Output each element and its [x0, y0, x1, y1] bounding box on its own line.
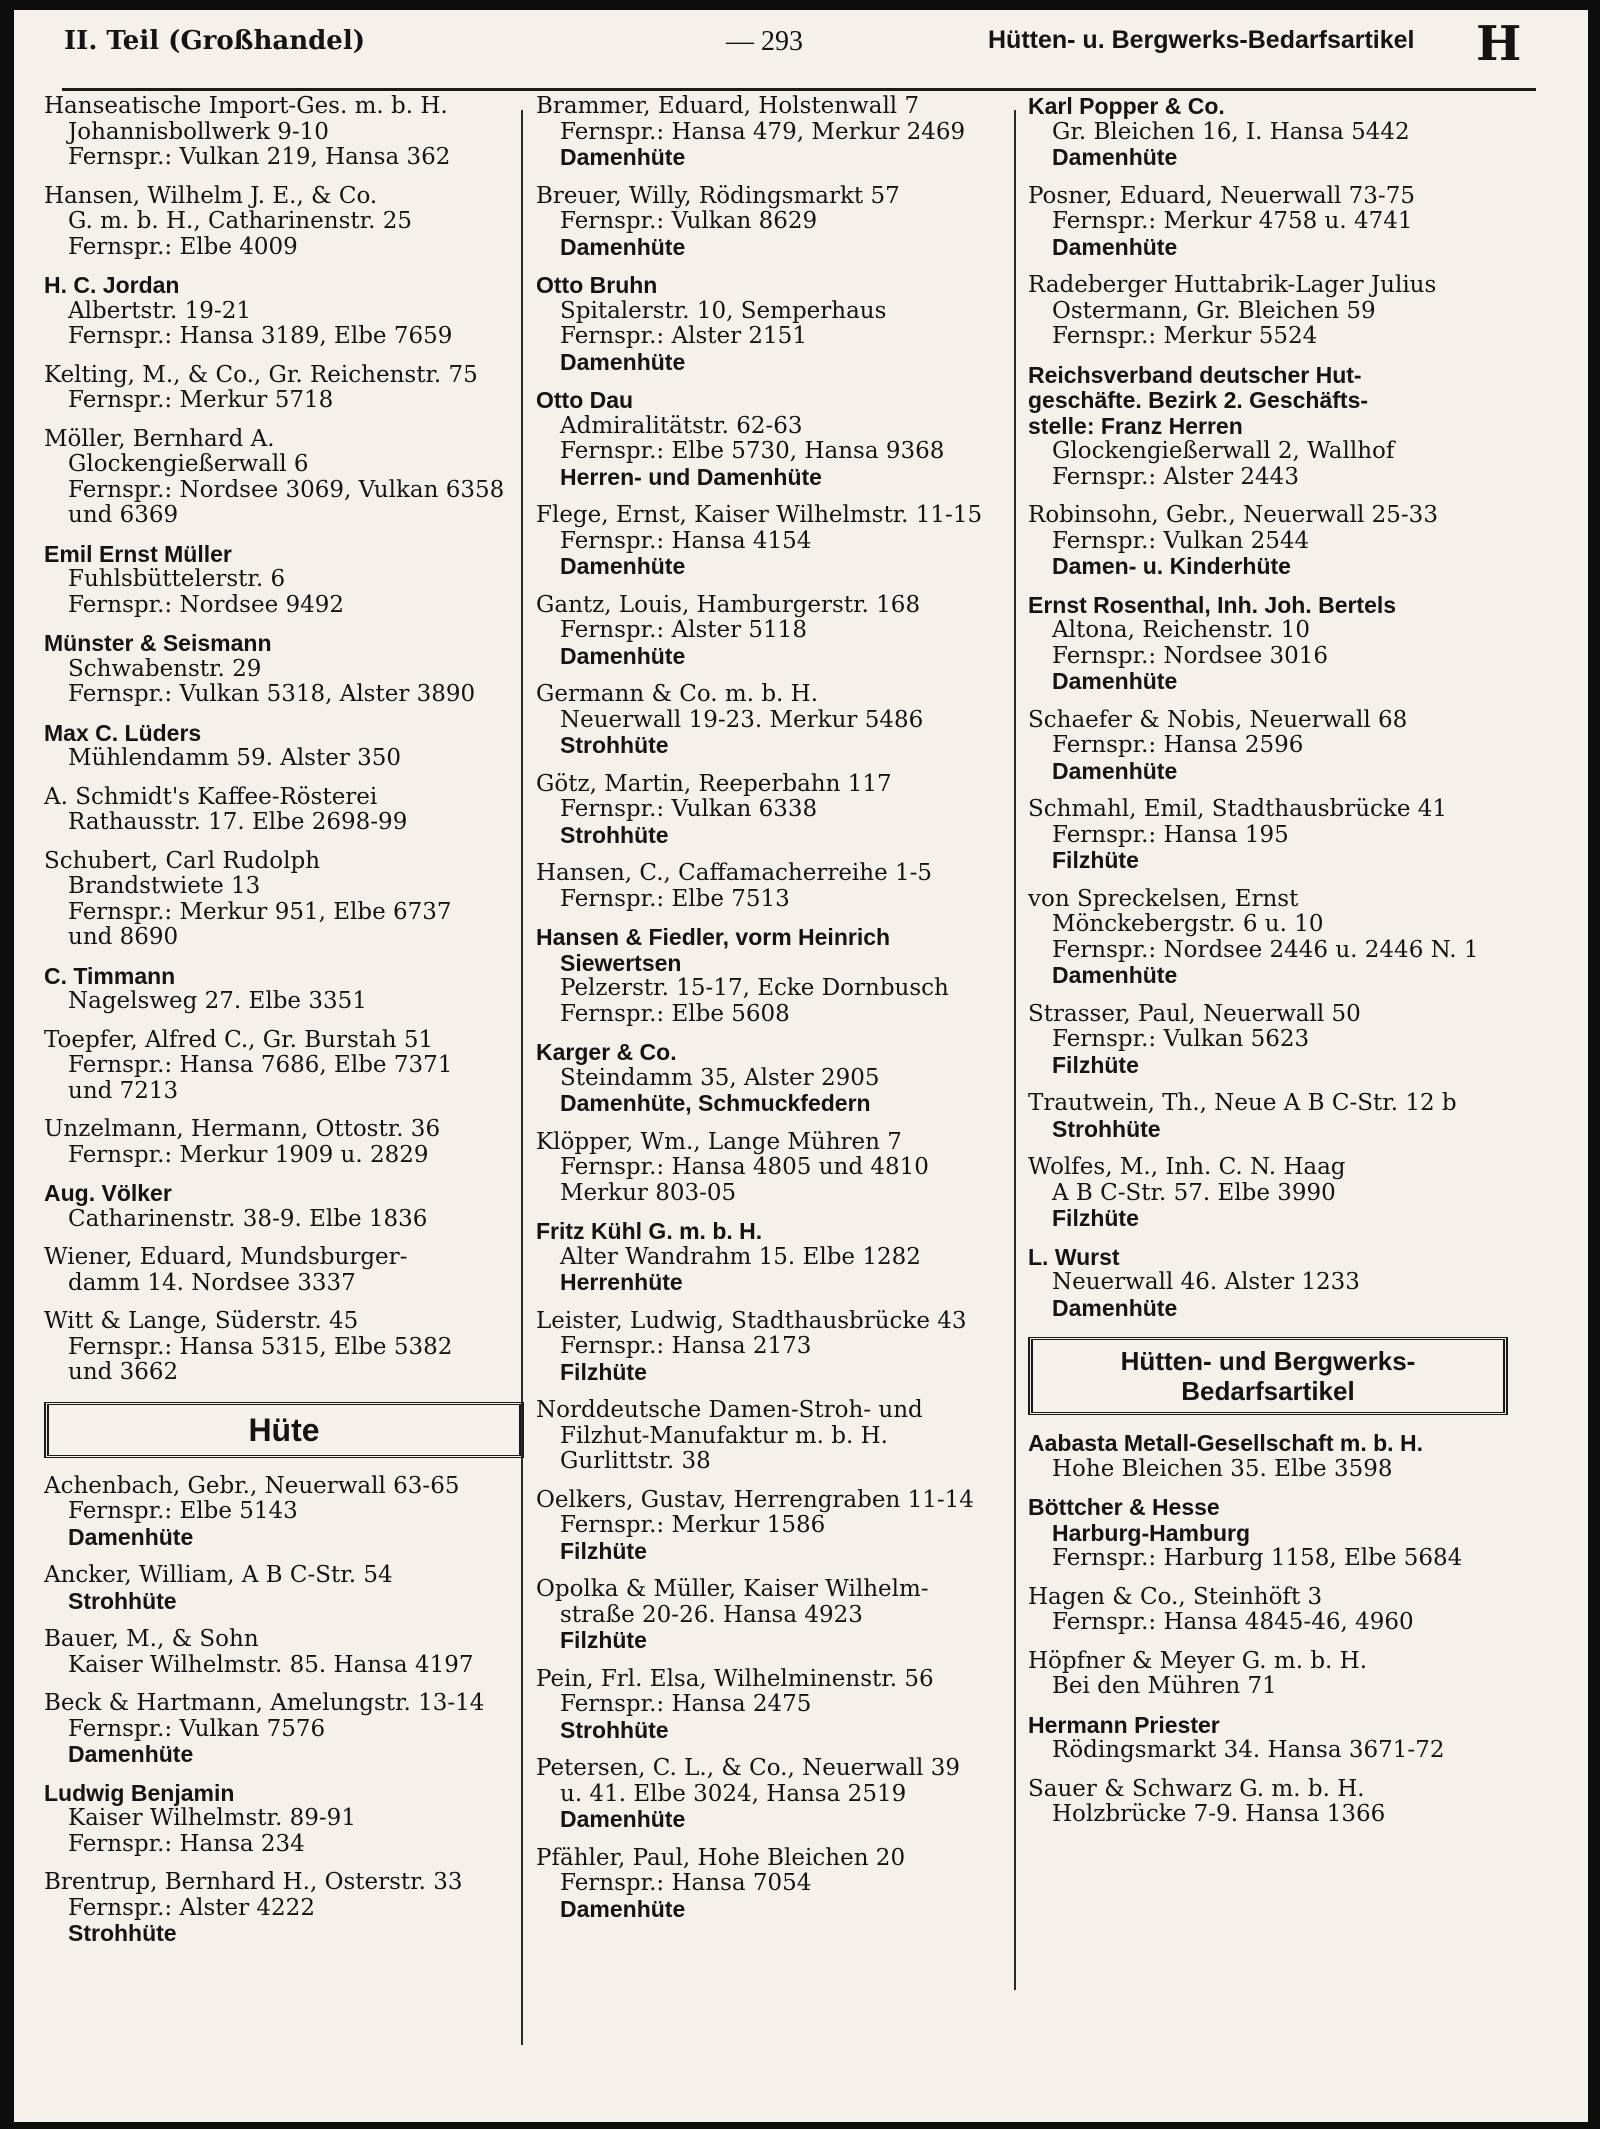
entry-detail: Filzhut-Manufaktur m. b. H.	[560, 1423, 888, 1449]
column-3	[1028, 94, 1508, 1841]
directory-entry	[536, 1219, 1016, 1296]
entry-name: Brentrup, Bernhard H., Osterstr. 33	[44, 1870, 463, 1895]
entry-category: Filzhüte	[560, 1628, 647, 1653]
entry-detail: und 6369	[68, 503, 179, 528]
entry-detail: Fernspr.: Merkur 4758 u. 4741	[1052, 209, 1413, 234]
entry-category: Filzhüte	[1052, 848, 1139, 873]
entry-detail: Fernspr.: Hansa 3189, Elbe 7659	[68, 324, 453, 349]
entry-category: Strohhüte	[68, 1588, 177, 1614]
entry-category: Herren- und Damenhüte	[560, 464, 822, 490]
entry-detail: Fernspr.: Hansa 4805 und 4810	[560, 1155, 929, 1180]
directory-entry	[44, 849, 524, 951]
directory-entry	[44, 184, 524, 261]
entry-name: von Spreckelsen, Ernst	[1028, 886, 1299, 912]
entry-name: Flege, Ernst, Kaiser Wilhelmstr. 11-15	[536, 503, 983, 528]
entry-detail: Mönckebergstr. 6 u. 10	[1052, 912, 1324, 937]
entry-name: Aabasta Metall-Gesellschaft m. b. H.	[1028, 1431, 1423, 1456]
entry-detail: Merkur 803-05	[560, 1180, 737, 1206]
directory-entry	[536, 1756, 1016, 1833]
entry-detail: Gr. Bleichen 16, I. Hansa 5442	[1052, 119, 1410, 145]
entry-category: Damenhüte	[68, 1742, 194, 1767]
directory-entry	[536, 273, 1016, 375]
directory-entry	[1028, 184, 1508, 261]
entry-detail: Fernspr.: Hansa 5315, Elbe 5382	[68, 1334, 453, 1360]
entry-name: Hansen, Wilhelm J. E., & Co.	[44, 183, 378, 209]
entry-detail: Fernspr.: Harburg 1158, Elbe 5684	[1052, 1546, 1463, 1571]
entry-name: Hagen & Co., Steinhöft 3	[1028, 1584, 1323, 1610]
directory-entry	[44, 1627, 524, 1678]
entry-name: Posner, Eduard, Neuerwall 73-75	[1028, 183, 1415, 209]
directory-entry	[1028, 1777, 1508, 1828]
entry-name: Reichsverband deutscher Hut-	[1028, 362, 1362, 388]
entry-detail: Neuerwall 19-23. Merkur 5486	[560, 707, 924, 733]
entry-detail: Fernspr.: Vulkan 7576	[68, 1716, 326, 1742]
entry-detail: und 3662	[68, 1360, 179, 1385]
entry-name: geschäfte. Bezirk 2. Geschäfts-	[1028, 388, 1369, 413]
entry-name: Hermann Priester	[1028, 1712, 1220, 1738]
entry-detail: Fernspr.: Elbe 5730, Hansa 9368	[560, 439, 945, 464]
entry-category: Siewertsen	[560, 950, 682, 976]
entry-name: Götz, Martin, Reeperbahn 117	[536, 771, 892, 797]
entry-detail: Brandstwiete 13	[68, 874, 261, 899]
directory-entry	[536, 1667, 1016, 1744]
entry-category: Damenhüte	[1052, 758, 1178, 784]
entry-name: Norddeutsche Damen-Stroh- und	[536, 1398, 923, 1423]
entry-name: Ernst Rosenthal, Inh. Joh. Bertels	[1028, 592, 1397, 618]
directory-entry	[536, 388, 1016, 490]
entry-detail: Fernspr.: Hansa 4845-46, 4960	[1052, 1610, 1414, 1635]
directory-entry	[44, 1117, 524, 1168]
entry-detail: Fernspr.: Vulkan 5623	[1052, 1027, 1310, 1052]
directory-entry	[44, 1181, 524, 1232]
entry-detail: Fernspr.: Vulkan 219, Hansa 362	[68, 145, 451, 170]
entry-detail: Fernspr.: Elbe 5608	[560, 1001, 790, 1027]
entry-name: Germann & Co. m. b. H.	[536, 682, 819, 707]
entry-detail: Fernspr.: Nordsee 3069, Vulkan 6358	[68, 477, 505, 503]
entry-name: Pein, Frl. Elsa, Wilhelminenstr. 56	[536, 1666, 934, 1692]
entry-category: Filzhüte	[1052, 1206, 1139, 1231]
directory-entry	[1028, 1649, 1508, 1700]
entry-detail: Fernspr.: Merkur 951, Elbe 6737	[68, 899, 452, 925]
entry-detail: Fernspr.: Hansa 7054	[560, 1871, 812, 1896]
directory-entry	[1028, 1585, 1508, 1636]
entry-detail: Fernspr.: Vulkan 5318, Alster 3890	[68, 682, 476, 707]
entry-name: A. Schmidt's Kaffee-Rösterei	[44, 784, 378, 810]
index-letter: H	[1476, 16, 1522, 72]
directory-page	[14, 10, 1588, 2122]
entry-detail: Fernspr.: Elbe 5143	[68, 1499, 298, 1524]
entry-name: Münster & Seismann	[44, 631, 272, 656]
entry-name: Witt & Lange, Süderstr. 45	[44, 1309, 359, 1334]
entry-category: Filzhüte	[560, 1538, 647, 1564]
entry-category: Damenhüte	[560, 349, 686, 375]
entry-category: Harburg-Hamburg	[1052, 1520, 1251, 1546]
entry-detail: Fernspr.: Alster 4222	[68, 1895, 315, 1921]
entry-name: Toepfer, Alfred C., Gr. Burstah 51	[44, 1027, 434, 1053]
directory-entry	[1028, 363, 1508, 491]
entry-detail: Fernspr.: Nordsee 2446 u. 2446 N. 1	[1052, 937, 1479, 963]
entry-category: Damenhüte, Schmuckfedern	[560, 1091, 871, 1116]
directory-entry	[536, 593, 1016, 670]
directory-entry	[44, 631, 524, 708]
entry-name: Hansen, C., Caffamacherreihe 1-5	[536, 861, 933, 886]
entry-name: Otto Bruhn	[536, 273, 658, 298]
directory-entry	[44, 1245, 524, 1296]
directory-entry	[1028, 708, 1508, 785]
entry-name: Beck & Hartmann, Amelungstr. 13-14	[44, 1691, 485, 1716]
directory-entry	[1028, 1002, 1508, 1079]
entry-name: Aug. Völker	[44, 1181, 172, 1206]
directory-entry	[1028, 94, 1508, 171]
entry-detail: Bei den Mühren 71	[1052, 1674, 1277, 1699]
entry-detail: Fernspr.: Alster 2151	[560, 324, 807, 349]
directory-entry	[44, 1028, 524, 1105]
part-title: II. Teil (Großhandel)	[64, 26, 365, 56]
section-heading-line: Bedarfsartikel	[1181, 1376, 1355, 1406]
entry-name: Ludwig Benjamin	[44, 1780, 235, 1806]
entry-name: Leister, Ludwig, Stadthausbrücke 43	[536, 1308, 967, 1334]
directory-entry	[1028, 797, 1508, 874]
entry-name: Schmahl, Emil, Stadthausbrücke 41	[1028, 797, 1448, 822]
header-rule	[62, 88, 1536, 91]
directory-entry	[44, 1870, 524, 1947]
entry-name: Ancker, William, A B C-Str. 54	[44, 1563, 393, 1588]
entry-category: Damenhüte	[560, 554, 686, 579]
entry-name: Klöpper, Wm., Lange Mühren 7	[536, 1129, 902, 1155]
directory-entry	[1028, 1713, 1508, 1764]
directory-entry	[536, 1398, 1016, 1475]
entry-detail: Fernspr.: Alster 5118	[560, 618, 807, 643]
entry-detail: Fernspr.: Hansa 2173	[560, 1334, 812, 1359]
directory-entry	[44, 1781, 524, 1858]
directory-entry	[1028, 273, 1508, 350]
entry-detail: Holzbrücke 7-9. Hansa 1366	[1052, 1802, 1386, 1827]
entry-name: Max C. Lüders	[44, 720, 202, 746]
directory-entry	[44, 1563, 524, 1614]
directory-entry	[44, 964, 524, 1015]
entry-name: Schubert, Carl Rudolph	[44, 848, 321, 874]
directory-entry	[536, 1309, 1016, 1386]
directory-entry	[536, 1040, 1016, 1117]
directory-entry	[536, 1130, 1016, 1207]
directory-entry	[44, 94, 524, 171]
directory-entry	[1028, 1431, 1508, 1482]
entry-detail: Fernspr.: Merkur 5524	[1052, 324, 1318, 349]
entry-name: Sauer & Schwarz G. m. b. H.	[1028, 1776, 1365, 1802]
entry-name: Unzelmann, Hermann, Ottostr. 36	[44, 1117, 441, 1142]
entry-detail: Spitalerstr. 10, Semperhaus	[560, 298, 887, 324]
entry-detail: Gurlittstr. 38	[560, 1449, 711, 1474]
entry-detail: Mühlendamm 59. Alster 350	[68, 746, 402, 771]
directory-entry	[536, 1577, 1016, 1654]
entry-detail: Fernspr.: Hansa 2475	[560, 1692, 812, 1717]
entry-category: Damenhüte	[1052, 963, 1178, 988]
entry-detail: Albertstr. 19-21	[68, 298, 251, 324]
entry-name: stelle: Franz Herren	[1028, 413, 1243, 439]
entry-detail: Glockengießerwall 6	[68, 452, 309, 477]
directory-entry	[44, 542, 524, 619]
entry-detail: Fernspr.: Hansa 7686, Elbe 7371	[68, 1053, 453, 1078]
directory-entry	[44, 1309, 524, 1386]
entry-detail: Catharinenstr. 38-9. Elbe 1836	[68, 1206, 428, 1232]
entry-detail: G. m. b. H., Catharinenstr. 25	[68, 209, 413, 234]
directory-entry	[536, 184, 1016, 261]
entry-detail: Fernspr.: Elbe 4009	[68, 234, 298, 260]
entry-detail: Fuhlsbüttelerstr. 6	[68, 567, 286, 592]
entry-category: Strohhüte	[560, 733, 669, 758]
entry-detail: Fernspr.: Alster 2443	[1052, 464, 1299, 490]
directory-entry	[44, 427, 524, 529]
entry-name: Pfähler, Paul, Hohe Bleichen 20	[536, 1845, 906, 1871]
entry-category: Damen- u. Kinderhüte	[1052, 554, 1291, 579]
directory-entry	[536, 682, 1016, 759]
entry-name: Otto Dau	[536, 388, 634, 413]
directory-entry	[1028, 887, 1508, 989]
entry-name: Höpfner & Meyer G. m. b. H.	[1028, 1648, 1368, 1674]
entry-name: Schaefer & Nobis, Neuerwall 68	[1028, 707, 1408, 733]
entry-detail: Fernspr.: Merkur 1909 u. 2829	[68, 1142, 429, 1168]
entry-name: Böttcher & Hesse	[1028, 1495, 1220, 1520]
directory-entry	[1028, 503, 1508, 580]
entry-detail: Fernspr.: Elbe 7513	[560, 886, 790, 912]
entry-category: Damenhüte	[1052, 669, 1178, 694]
directory-entry	[536, 1488, 1016, 1565]
entry-name: Achenbach, Gebr., Neuerwall 63-65	[44, 1473, 460, 1499]
entry-detail: Fernspr.: Vulkan 2544	[1052, 528, 1310, 554]
entry-name: Opolka & Müller, Kaiser Wilhelm-	[536, 1577, 929, 1602]
entry-category: Strohhüte	[1052, 1116, 1161, 1142]
entry-detail: straße 20-26. Hansa 4923	[560, 1602, 863, 1628]
entry-category: Filzhüte	[1052, 1052, 1139, 1078]
entry-detail: Neuerwall 46. Alster 1233	[1052, 1270, 1360, 1295]
entry-category: Strohhüte	[560, 1717, 669, 1743]
entry-category: Herrenhüte	[560, 1270, 683, 1295]
entry-category: Damenhüte	[560, 1807, 686, 1832]
directory-entry	[536, 772, 1016, 849]
entry-name: Petersen, C. L., & Co., Neuerwall 39	[536, 1756, 960, 1781]
entry-name: Gantz, Louis, Hamburgerstr. 168	[536, 592, 921, 618]
entry-name: Strasser, Paul, Neuerwall 50	[1028, 1001, 1361, 1027]
entry-name: H. C. Jordan	[44, 273, 180, 298]
entry-name: Kelting, M., & Co., Gr. Reichenstr. 75	[44, 362, 478, 388]
entry-category: Strohhüte	[68, 1921, 177, 1946]
entry-detail: und 8690	[68, 925, 179, 950]
entry-detail: A B C-Str. 57. Elbe 3990	[1052, 1180, 1336, 1206]
entry-category: Damenhüte	[560, 234, 686, 260]
entry-category: Damenhüte	[1052, 234, 1178, 260]
entry-category: Damenhüte	[68, 1524, 194, 1550]
entry-detail: Fernspr.: Vulkan 8629	[560, 209, 818, 234]
directory-entry	[536, 94, 1016, 171]
entry-name: Emil Ernst Müller	[44, 541, 232, 567]
entry-name: Breuer, Willy, Rödingsmarkt 57	[536, 183, 900, 209]
entry-detail: Altona, Reichenstr. 10	[1052, 618, 1311, 643]
directory-entry	[44, 273, 524, 350]
entry-detail: Glockengießerwall 2, Wallhof	[1052, 439, 1395, 464]
entry-detail: Pelzerstr. 15-17, Ecke Dornbusch	[560, 976, 949, 1001]
directory-entry	[536, 1846, 1016, 1923]
page-header	[14, 10, 1588, 80]
section-heading	[1028, 1337, 1508, 1415]
entry-name: Oelkers, Gustav, Herrengraben 11-14	[536, 1487, 974, 1513]
entry-category: Damenhüte	[560, 643, 686, 669]
entry-detail: Admiralitätstr. 62-63	[560, 413, 803, 439]
directory-entry	[44, 1474, 524, 1551]
directory-entry	[44, 363, 524, 414]
directory-entry	[44, 1691, 524, 1768]
entry-name: Radeberger Huttabrik-Lager Julius	[1028, 273, 1437, 298]
entry-name: C. Timmann	[44, 963, 176, 989]
entry-name: Karl Popper & Co.	[1028, 94, 1225, 119]
entry-category: Damenhüte	[1052, 1295, 1178, 1321]
directory-entry	[1028, 593, 1508, 695]
entry-detail: Kaiser Wilhelmstr. 89-91	[68, 1806, 356, 1831]
directory-entry	[1028, 1155, 1508, 1232]
section-heading	[44, 1402, 524, 1458]
entry-detail: Alter Wandrahm 15. Elbe 1282	[560, 1244, 921, 1270]
entry-detail: u. 41. Elbe 3024, Hansa 2519	[560, 1781, 907, 1807]
directory-entry	[536, 925, 1016, 1027]
entry-name: L. Wurst	[1028, 1244, 1120, 1270]
entry-name: Robinsohn, Gebr., Neuerwall 25-33	[1028, 503, 1438, 528]
directory-entry	[1028, 1091, 1508, 1142]
running-head: Hütten- u. Bergwerks-Bedarfsartikel	[988, 26, 1415, 54]
entry-detail: Fernspr.: Merkur 5718	[68, 388, 334, 413]
entry-detail: Fernspr.: Hansa 195	[1052, 822, 1289, 848]
entry-detail: damm 14. Nordsee 3337	[68, 1270, 356, 1296]
entry-category: Damenhüte	[560, 1896, 686, 1922]
entry-detail: Rathausstr. 17. Elbe 2698-99	[68, 810, 408, 835]
directory-entry	[1028, 1495, 1508, 1572]
entry-detail: Fernspr.: Hansa 4154	[560, 528, 812, 554]
entry-name: Trautwein, Th., Neue A B C-Str. 12 b	[1028, 1091, 1457, 1116]
entry-detail: Ostermann, Gr. Bleichen 59	[1052, 298, 1376, 324]
entry-category: Damenhüte	[560, 145, 686, 170]
page-number: — 293	[726, 26, 803, 57]
entry-name: Brammer, Eduard, Holstenwall 7	[536, 94, 920, 119]
entry-detail: Schwabenstr. 29	[68, 656, 262, 682]
section-heading-line: Hütten- und Bergwerks-	[1120, 1346, 1416, 1376]
entry-detail: Kaiser Wilhelmstr. 85. Hansa 4197	[68, 1652, 474, 1678]
entry-category: Strohhüte	[560, 822, 669, 848]
entry-name: Bauer, M., & Sohn	[44, 1627, 259, 1652]
entry-name: Möller, Bernhard A.	[44, 426, 275, 452]
directory-entry	[44, 785, 524, 836]
column-1	[44, 94, 524, 1960]
entry-detail: Hohe Bleichen 35. Elbe 3598	[1052, 1456, 1393, 1482]
section-heading-line: Hüte	[248, 1411, 320, 1448]
entry-name: Karger & Co.	[536, 1040, 677, 1065]
directory-entry	[1028, 1245, 1508, 1322]
entry-detail: Fernspr.: Nordsee 3016	[1052, 643, 1329, 669]
entry-detail: Fernspr.: Hansa 479, Merkur 2469	[560, 119, 966, 145]
entry-name: Hanseatische Import-Ges. m. b. H.	[44, 94, 448, 119]
entry-category: Filzhüte	[560, 1359, 647, 1385]
entry-detail: Nagelsweg 27. Elbe 3351	[68, 989, 367, 1014]
entry-name: Hansen & Fiedler, vorm Heinrich	[536, 925, 891, 950]
entry-name: Wolfes, M., Inh. C. N. Haag	[1028, 1155, 1346, 1180]
entry-detail: Fernspr.: Hansa 2596	[1052, 733, 1304, 758]
entry-detail: Fernspr.: Nordsee 9492	[68, 592, 345, 618]
column-2	[536, 94, 1016, 1935]
entry-detail: Fernspr.: Merkur 1586	[560, 1513, 826, 1538]
entry-detail: Steindamm 35, Alster 2905	[560, 1065, 880, 1091]
directory-entry	[536, 861, 1016, 912]
entry-detail: und 7213	[68, 1078, 179, 1104]
directory-entry	[536, 503, 1016, 580]
directory-entry	[44, 721, 524, 772]
entry-detail: Fernspr.: Vulkan 6338	[560, 797, 818, 822]
entry-name: Fritz Kühl G. m. b. H.	[536, 1219, 763, 1244]
entry-detail: Rödingsmarkt 34. Hansa 3671-72	[1052, 1738, 1445, 1763]
entry-name: Wiener, Eduard, Mundsburger-	[44, 1245, 408, 1270]
entry-detail: Johannisbollwerk 9-10	[68, 119, 329, 145]
entry-detail: Fernspr.: Hansa 234	[68, 1831, 305, 1857]
entry-category: Damenhüte	[1052, 145, 1178, 170]
